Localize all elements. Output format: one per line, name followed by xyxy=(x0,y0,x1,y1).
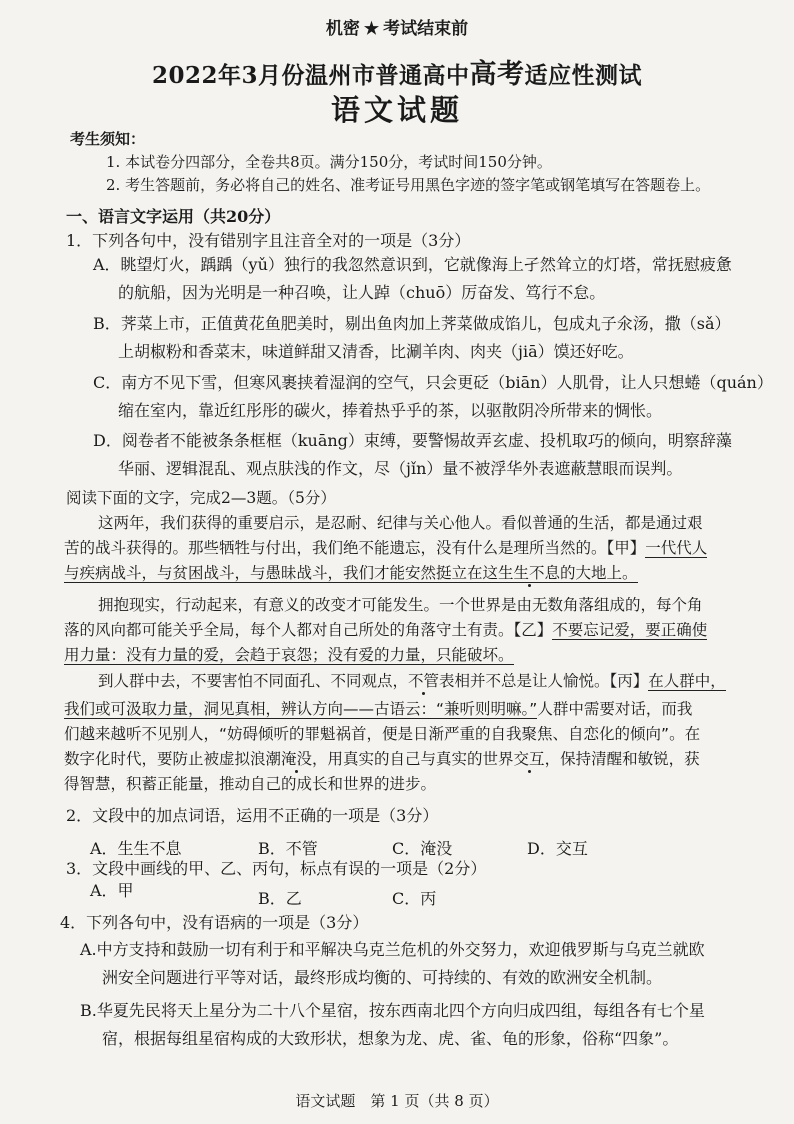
passage-text: ，用真实的自己与真实的世界 xyxy=(312,750,514,768)
q3-option-c: C．丙 xyxy=(392,889,437,908)
before-exam-end-label: 考试结束前 xyxy=(383,19,469,39)
q3-option-a: A．甲 xyxy=(90,881,134,900)
passage-text: 落的风向都可能关乎全局，每个人都对自己所处的角落守土有责。【乙】 xyxy=(64,621,553,639)
question-4-stem: 4．下列各句中，没有语病的一项是（3分） xyxy=(60,913,369,932)
question-3-stem: 3．文段中画线的甲、乙、丙句，标点有误的一项是（2分） xyxy=(66,859,487,878)
passage-p3-line1 xyxy=(98,669,788,691)
q1-option-d-line1: D．阅卷者不能被条条框框（kuāng）束缚，要警惕故弄玄虚、投机取巧的倾向，明察辞藻 xyxy=(93,431,732,450)
q1-option-a-line2: 的航船，因为光明是一种召唤，让人踔（chuō）厉奋发、笃行不怠。 xyxy=(118,283,606,302)
exam-title xyxy=(0,52,794,91)
q1-option-b-line1: B．荠菜上市，正值黄花鱼肥美时，剔出鱼肉加上荠菜做成馅儿，包成丸子氽汤，撒（sǎ） xyxy=(93,314,731,333)
title-part-c: 适应性测试 xyxy=(524,62,643,89)
passage-p3-line3: 们越来越听不见别人，“妨碍倾听的罪魁祸首，便是日渐严重的自我聚焦、自恋化的倾向”。在 xyxy=(64,725,701,743)
reading-intro: 阅读下面的文字，完成2—3题。（5分） xyxy=(66,489,336,507)
question-1-stem: 1．下列各句中，没有错别字且注音全对的一项是（3分） xyxy=(66,231,471,250)
passage-p2-line1: 拥抱现实，行动起来，有意义的改变才可能发生。一个世界是由无数角落组成的，每个角 xyxy=(98,596,703,614)
underlined-sentence-bing: 我们或可汲取力量，洞见真相，辨认方向——古语云：“兼听则明嘛。” xyxy=(64,700,538,718)
star-icon: ★ xyxy=(363,19,380,39)
passage-p1-line3 xyxy=(64,561,754,583)
dotted-word-shengsheng: 生生不息 xyxy=(498,564,561,582)
dotted-word-yanmo: 淹没 xyxy=(281,750,313,768)
notice-item-1: 1. 本试卷分四部分，全卷共8页。满分150分，考试时间150分钟。 xyxy=(106,153,552,171)
underlined-sentence-jia: 一代代人 xyxy=(645,539,708,557)
passage-text: 表相并不总是让人愉悦。【丙】 xyxy=(439,672,649,690)
q4-option-a-line2: 洲安全问题进行平等对话，最终形成均衡的、可持续的、有效的欧洲安全机制。 xyxy=(102,968,663,987)
q4-option-a-line1: A.中方支持和鼓励一切有利于和平解决乌克兰危机的外交努力，欢迎俄罗斯与乌克兰就欧 xyxy=(80,940,705,959)
confidential-line xyxy=(0,14,794,39)
underlined-sentence-jia: 的大地上。 xyxy=(560,564,638,582)
title-part-b: 高考 xyxy=(469,59,525,90)
passage-text: 人群中需要对话，而我 xyxy=(537,700,693,718)
passage-text: 苦的战斗获得的。那些牺牲与付出，我们绝不能遗忘，没有什么是理所当然的。【甲】 xyxy=(64,539,646,557)
q1-option-c-line2: 缩在室内，靠近红彤彤的碳火，捧着热乎乎的茶，以驱散阴冷所带来的惆怅。 xyxy=(118,401,663,420)
secret-label: 机密 xyxy=(325,19,360,39)
q2-option-d: D．交互 xyxy=(527,839,588,858)
q4-option-b-line2: 宿，根据每组星宿构成的大致形状，想象为龙、虎、雀、龟的形象，俗称“四象”。 xyxy=(102,1029,679,1048)
q1-option-d-line2: 华丽、逻辑混乱、观点肤浅的作文，尽（jǐn）量不被浮华外表遮蔽慧眼而误判。 xyxy=(118,459,683,478)
subject-title: 语文试题 xyxy=(330,93,463,127)
passage-p3-line4 xyxy=(64,747,754,769)
q1-option-a-line1: A．眺望灯火，踽踽（yǔ）独行的我忽然意识到，它就像海上孑然耸立的灯塔，常抚慰疲惫 xyxy=(93,255,732,274)
notice-heading: 考生须知： xyxy=(70,130,146,148)
passage-p2-line3 xyxy=(64,643,754,665)
underlined-sentence-yi: 用力量：没有力量的爱，会趋于哀怨；没有爱的力量，只能破坏。 xyxy=(64,646,514,664)
q2-option-c: C．淹没 xyxy=(392,839,453,858)
q1-option-b-line2: 上胡椒粉和香菜末，味道鲜甜又清香，比涮羊肉、肉夹（jiā）馍还好吃。 xyxy=(118,342,634,361)
section-heading: 一、语言文字运用（共20分） xyxy=(66,207,281,226)
underlined-sentence-bing: 在人群中， xyxy=(648,672,726,690)
passage-text: 到人群中去，不要害怕不同面孔、不同观点， xyxy=(98,672,409,690)
passage-p3-line2 xyxy=(64,697,754,719)
q2-option-b: B．不管 xyxy=(258,839,318,858)
q1-option-c-line1: C．南方不见下雪，但寒风裹挟着湿润的空气，只会更砭（biān）人肌骨，让人只想蜷（quán） xyxy=(93,373,773,392)
passage-p2-line2 xyxy=(64,618,754,640)
passage-text: 数字化时代，要防止被虚拟浪潮 xyxy=(64,750,282,768)
passage-p1-line2 xyxy=(64,536,754,558)
q4-option-b-line1: B.华夏先民将天上星分为二十八个星宿，按东西南北四个方向归成四组，每组各有七个星 xyxy=(80,1001,705,1020)
title-part-a: 2022年3月份温州市普通高中 xyxy=(151,62,470,89)
dotted-word-buguan: 不管 xyxy=(408,672,440,690)
passage-text: ，保持清醒和敏锐，获 xyxy=(544,750,700,768)
page-footer: 语文试题 第 1 页（共 8 页） xyxy=(295,1092,499,1110)
passage-p1-line1: 这两年，我们获得的重要启示，是忍耐、纪律与关心他人。看似普通的生活，都是通过艰 xyxy=(98,514,703,532)
passage-p3-line5: 得智慧，积蓄正能量，推动自己的成长和世界的进步。 xyxy=(64,775,437,793)
q3-option-b: B．乙 xyxy=(258,889,302,908)
question-2-stem: 2．文段中的加点词语，运用不正确的一项是（3分） xyxy=(66,806,439,825)
notice-item-2: 2. 考生答题前，务必将自己的姓名、准考证号用黑色字迹的签字笔或钢笔填写在答题卷上。 xyxy=(106,176,711,194)
underlined-sentence-jia: 与疾病战斗，与贫困战斗，与愚昧战斗，我们才能安然挺立在这 xyxy=(64,564,499,582)
dotted-word-jiaohu: 交互 xyxy=(513,750,545,768)
q2-option-a: A．生生不息 xyxy=(90,839,182,858)
underlined-sentence-yi: 不要忘记爱，要正确使 xyxy=(552,621,708,639)
